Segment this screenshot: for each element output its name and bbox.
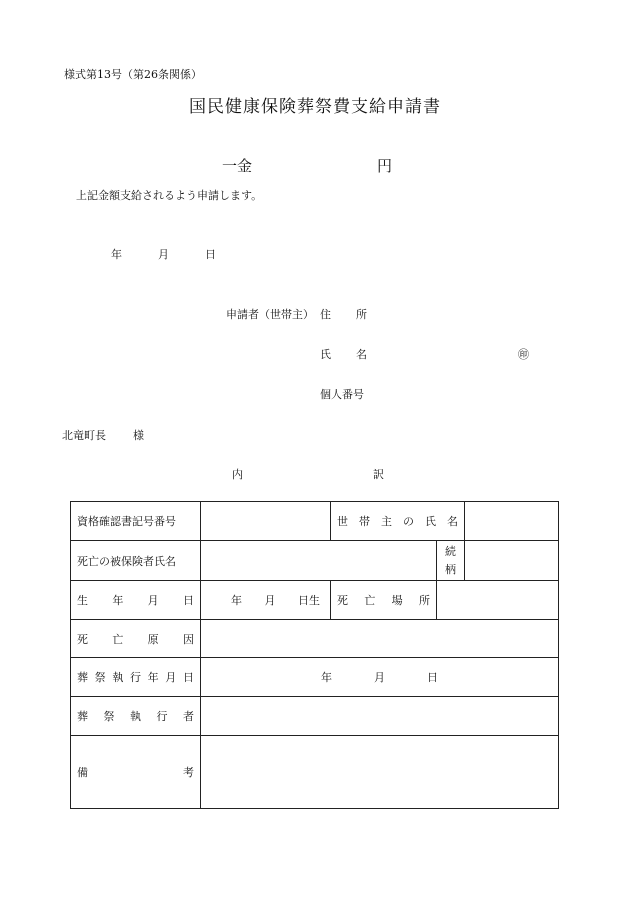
place-of-death-label: 死 亡 場 所 [331,581,437,620]
funeral-date-field[interactable]: 年 月 日 [201,658,559,697]
table-row [71,502,559,541]
breakdown-heading-1: 内 [232,468,243,481]
qualification-cert-label: 資格確認書記号番号 [71,502,201,541]
relationship-field[interactable] [465,541,559,581]
name-label-2: 名 [356,348,367,361]
seal-mark: ㊞ [518,348,529,361]
date-month-label: 月 [158,248,169,261]
date-day-label: 日 [205,248,216,261]
householder-name-field[interactable] [465,502,559,541]
table-row [71,658,559,697]
cause-of-death-field[interactable] [201,620,559,658]
table-row [71,620,559,658]
date-year-label: 年 [111,248,122,261]
remarks-field[interactable] [201,736,559,809]
birth-date-field[interactable]: 年 月 日生 [201,581,331,620]
amount-prefix: 一金 [222,157,253,175]
funeral-host-label: 葬 祭 執 行 者 [71,697,201,736]
addressee-honorific: 様 [133,429,144,442]
funeral-host-field[interactable] [201,697,559,736]
birth-date-label: 生 年 月 日 [71,581,201,620]
applicant-role: 申請者（世帯主） [226,308,314,321]
addressee-name: 北竜町長 [62,429,106,442]
table-row [71,581,559,620]
deceased-name-field[interactable] [201,541,437,581]
address-label-1: 住 [320,308,331,321]
table-row [71,736,559,809]
deceased-name-label: 死亡の被保険者氏名 [71,541,201,581]
table-row [71,541,559,581]
table-row [71,697,559,736]
breakdown-heading-2: 訳 [373,468,384,481]
funeral-date-label: 葬 祭 執 行 年 月 日 [71,658,201,697]
document-title: 国民健康保険葬祭費支給申請書 [189,97,441,117]
address-label-2: 所 [356,308,367,321]
request-text: 上記金額支給されるよう申請します。 [76,189,263,202]
remarks-label: 備 考 [71,736,201,809]
householder-name-label: 世 帯 主 の 氏 名 [331,502,465,541]
relationship-label: 続 柄 [437,541,465,581]
details-table [70,501,559,809]
form-number: 様式第13号（第26条関係） [64,68,202,81]
qualification-cert-field[interactable] [201,502,331,541]
personal-number-label: 個人番号 [320,388,364,401]
name-label-1: 氏 [320,348,331,361]
cause-of-death-label: 死 亡 原 因 [71,620,201,658]
place-of-death-field[interactable] [437,581,559,620]
amount-unit: 円 [377,157,393,175]
